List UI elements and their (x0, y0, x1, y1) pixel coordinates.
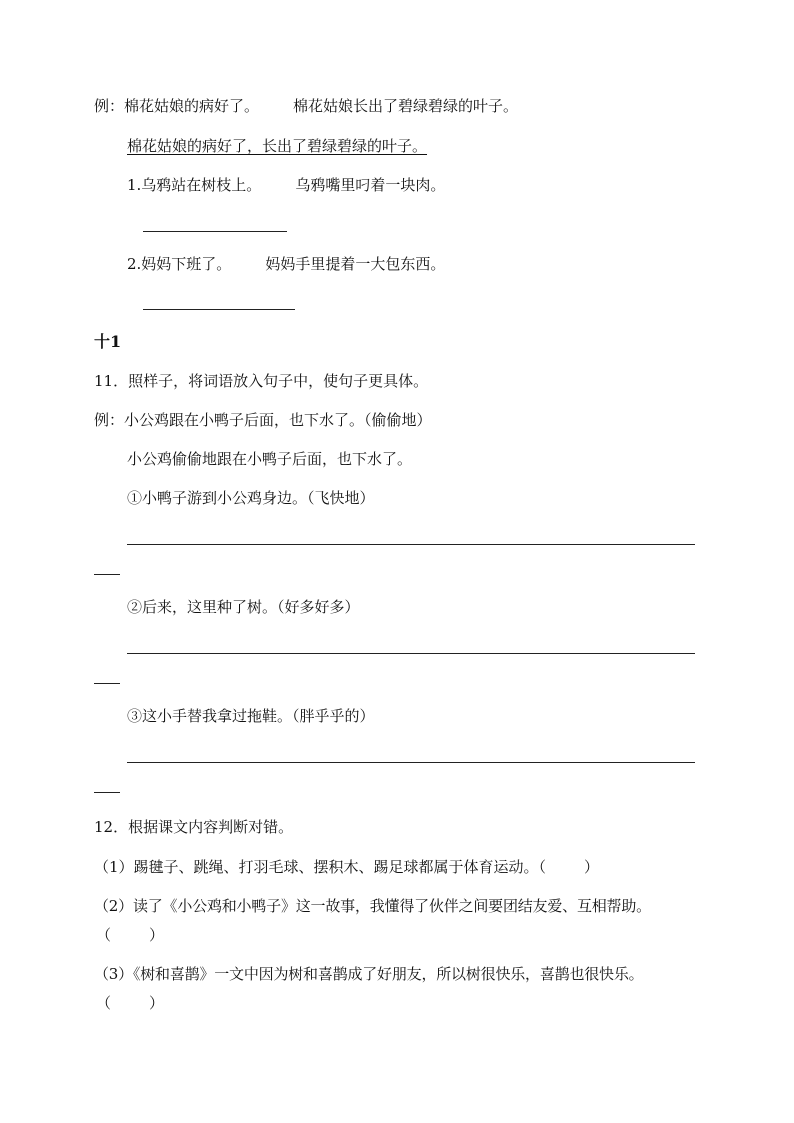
q11-example-answer: 小公鸡偷偷地跟在小鸭子后面，也下水了。 (127, 450, 413, 468)
q12-item-2: （2）读了《小公鸡和小鸭子》这一故事，我懂得了伙伴之间要团结友爱、互相帮助。 (94, 897, 651, 915)
q11-title: 11．照样子，将词语放入句子中，使句子更具体。 (94, 372, 429, 390)
q11-item-2: ②后来，这里种了树。（好多好多） (127, 598, 360, 616)
q11-item-2-answer-line-tail[interactable] (94, 683, 120, 684)
q11-example-prefix: 例： (94, 411, 125, 429)
q10-example-sentence-2: 棉花姑娘长出了碧绿碧绿的叶子。 (293, 97, 519, 115)
q11-item-1-answer-line-tail[interactable] (94, 574, 120, 575)
q10-item-2-sentence-1: 2.妈妈下班了。 (127, 255, 232, 273)
section-heading: 十1 (94, 332, 122, 351)
q11-item-3-answer-line-tail[interactable] (94, 792, 120, 793)
q12-item-3: （3）《树和喜鹊》一文中因为树和喜鹊成了好朋友，所以树很快乐，喜鹊也很快乐。 (94, 965, 644, 983)
q11-item-1: ①小鸭子游到小公鸡身边。（飞快地） (127, 489, 375, 507)
q10-item-1 (127, 175, 445, 195)
q10-item-1-sentence-2: 乌鸦嘴里叼着一块肉。 (295, 176, 446, 194)
q11-example-sentence: 小公鸡跟在小鸭子后面，也下水了。（偷偷地） (124, 411, 432, 429)
q10-item-2 (127, 254, 445, 274)
q12-title: 12．根据课文内容判断对错。 (94, 818, 294, 836)
q10-item-2-sentence-2: 妈妈手里提着一大包东西。 (265, 255, 446, 273)
q10-example-line (94, 96, 518, 116)
q11-item-1-answer-line[interactable] (127, 544, 695, 545)
q12-item-2-close-paren: ） (149, 926, 165, 944)
q10-example-answer: 棉花姑娘的病好了，长出了碧绿碧绿的叶子。 (127, 137, 428, 155)
q12-item-3-paren (96, 993, 164, 1013)
q12-item-2-paren (96, 925, 164, 945)
q10-example-prefix: 例： (94, 97, 125, 115)
q11-item-3-answer-line[interactable] (127, 762, 695, 763)
q12-item-1 (94, 857, 599, 877)
q11-item-3: ③这小手替我拿过拖鞋。（胖乎乎的） (127, 707, 375, 725)
q12-item-1-text: （1）踢毽子、跳绳、打羽毛球、摆积木、踢足球都属于体育运动。（ (94, 858, 547, 876)
q11-item-2-answer-line[interactable] (127, 653, 695, 654)
q10-item-2-answer-line[interactable] (143, 309, 295, 310)
q10-example-sentence-1: 棉花姑娘的病好了。 (124, 97, 260, 115)
q12-item-2-open-paren: （ (96, 926, 112, 944)
q12-item-3-open-paren: （ (96, 994, 112, 1012)
q12-item-3-close-paren: ） (149, 994, 165, 1012)
q10-item-1-sentence-1: 1.乌鸦站在树枝上。 (127, 176, 262, 194)
q11-example-line (94, 410, 432, 430)
q12-item-1-close-paren: ） (584, 858, 600, 876)
q10-item-1-answer-line[interactable] (143, 231, 287, 232)
